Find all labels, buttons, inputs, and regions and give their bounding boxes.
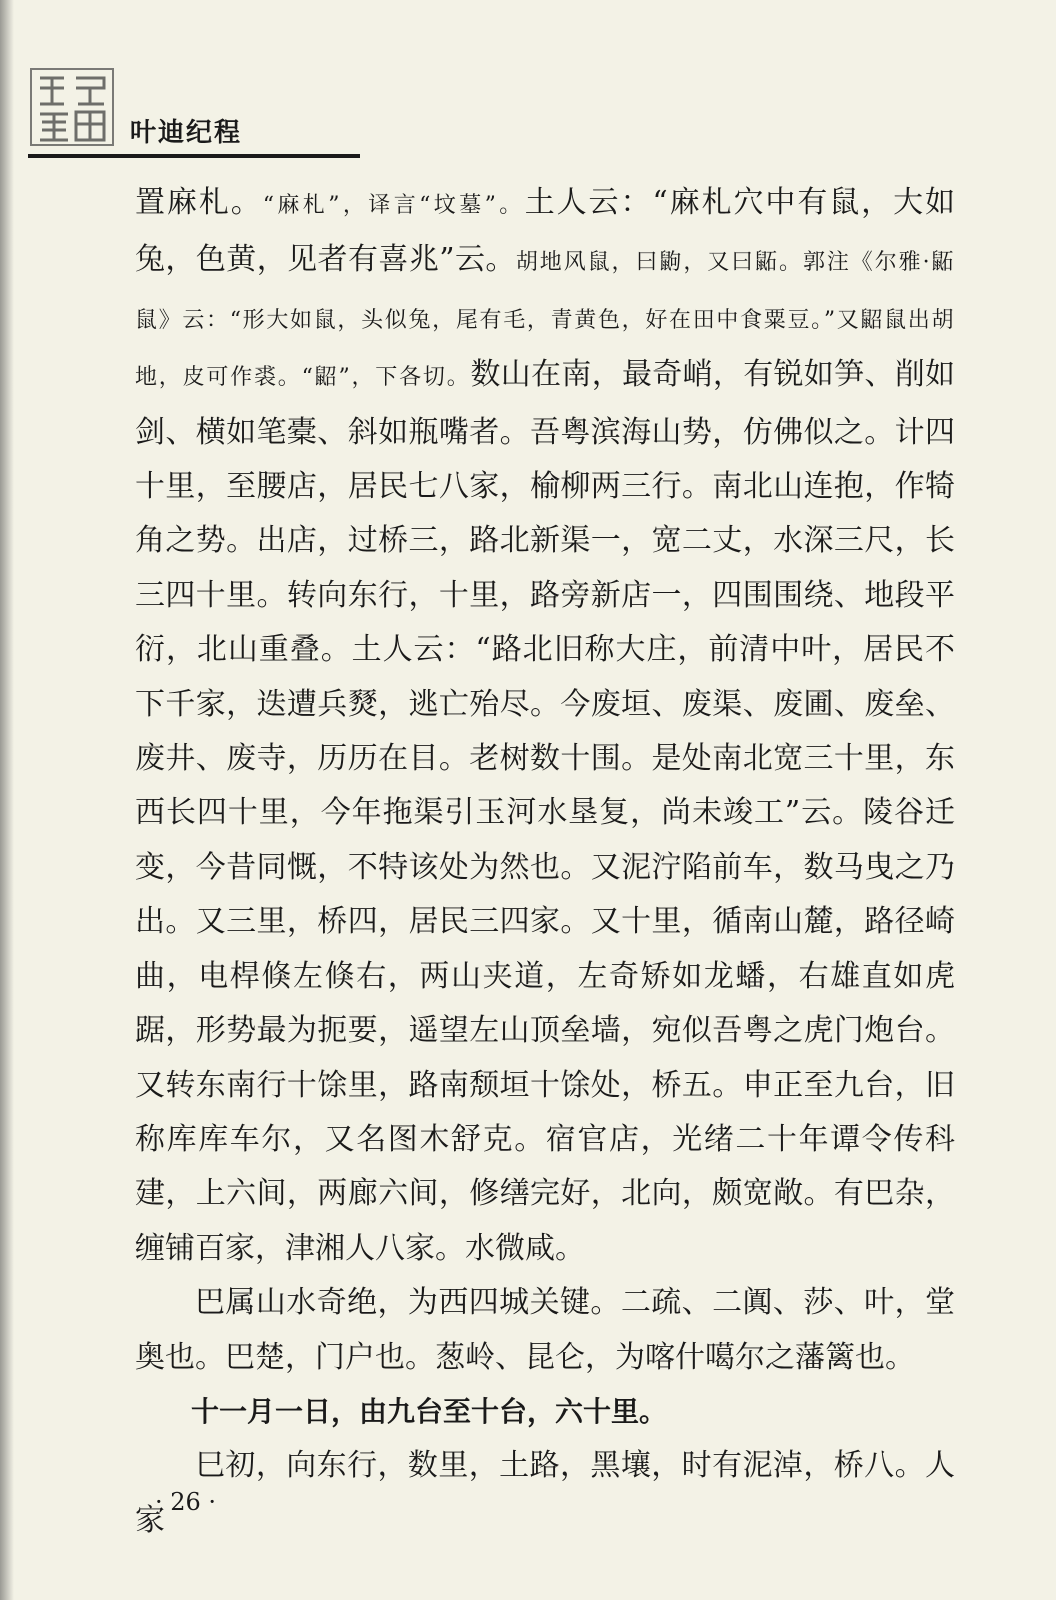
header-rule <box>28 154 360 158</box>
text-run: 置麻札。 <box>135 185 263 220</box>
text-run: 土人云：“麻札穴中有鼠，大如兔，色黄，见者有喜兆”云。 <box>135 185 956 278</box>
running-title: 叶迪纪程 <box>130 118 243 148</box>
paragraph-3: 巳初，向东行，数里，土路，黑壤，时有泥淖，桥八。人家 <box>135 1448 955 1538</box>
text-run: 数山在南，最奇峭，有锐如笋、削如剑、横如笔橐、斜如瓶嘴者。吾粤滨海山势，仿佛似之。计四十里，至腰店，居民七八家，榆柳两三行。南北山连抱，作犄角之势。出店，过桥三，路北新渠一，宽二丈，水深三尺，长三四十里。转向东行，十里，路旁新店一，四围围绕、地段平衍，北山重叠。土人云：“路北旧称大庄，前清中叶，居民不下千家，迭遭兵燹，逃亡殆尽。今废垣、废渠、废圃、废垒、废井、废寺，历历在目。老树数十围。是处南北宽三十里，东西长四十里，今年拖渠引玉河水垦复，尚未竣工”云。陵谷迁变，今昔同慨，不特该处为然也。又泥泞陷前车，数马曳之乃出。又三里，桥四，居民三四家。又十里，循南山麓，路径崎曲，电桿倏左倏右，两山夹道，左奇矫如龙蟠，右雄直如虎踞，形势最为扼要，遥望左山顶垒墙，宛似吾粤之虎门炮台。又转东南行十馀里，路南颓垣十馀处，桥五。申正至九台，旧称库库车尔，又名图木舒克。宿官店，光绪二十年谭令传科建，上六间，两廊六间，修缮完好，北向，颇宽敞。有巴杂，缠铺百家，津湘人八家。水微咸。 <box>135 357 955 1266</box>
date-heading: 十一月一日，由九台至十台，六十里。 <box>191 1394 668 1428</box>
library-seal-logo <box>28 66 116 148</box>
page-edge-shadow <box>0 0 14 1600</box>
body-text <box>135 176 955 1548</box>
annotation-run: “麻札”，译言“坟墓”。 <box>262 193 525 218</box>
paragraph-2: 巴属山水奇绝，为西四城关键。二疏、二阗、莎、叶，堂奥也。巴楚，门户也。葱岭、昆仑，为喀什噶尔之藩篱也。 <box>135 1285 955 1375</box>
paragraph-1 <box>135 176 955 1276</box>
page-number: · 26 · <box>155 1488 217 1516</box>
annotation-run: 胡地风鼠，曰鼩，又曰鼫。郭注《尔雅·鼫鼠》云：“形大如鼠，头似兔，尾有毛，青黄色，好在田中食粟豆。”又鼦鼠出胡地，皮可作裘。“鼦”，下各切。 <box>135 250 955 391</box>
